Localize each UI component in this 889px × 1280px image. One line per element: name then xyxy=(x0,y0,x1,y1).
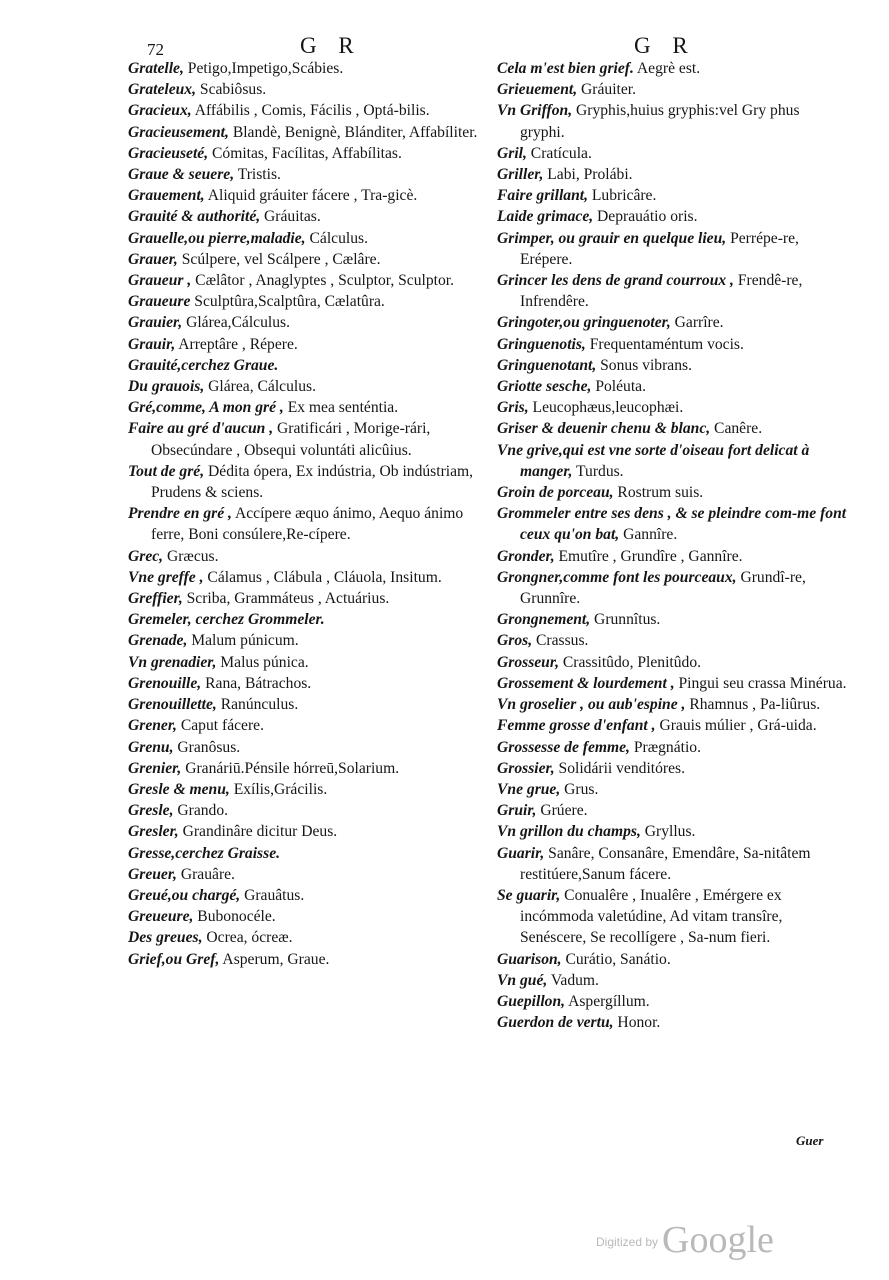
entry-headword: Griser & deuenir chenu & blanc, xyxy=(497,420,711,438)
entry-translation: Pingui seu crassa Minérua. xyxy=(674,674,847,692)
entry-headword: Groin de porceau, xyxy=(497,484,614,502)
dictionary-entry xyxy=(128,800,488,821)
entry-headword: Grauité,cerchez Graue. xyxy=(128,356,279,374)
dictionary-entry xyxy=(497,270,847,312)
entry-headword: Gril, xyxy=(497,144,527,162)
entry-headword: Femme grosse d'enfant , xyxy=(497,717,656,735)
running-head-left: G R xyxy=(300,33,362,58)
entry-headword: Laide grimace, xyxy=(497,208,594,226)
entry-headword: Se guarir, xyxy=(497,886,561,904)
entry-headword: Prendre en gré , xyxy=(128,505,232,523)
entry-translation: Curátio, Sanátio. xyxy=(561,950,671,968)
digitized-by-text: Digitized by xyxy=(596,1235,659,1249)
dictionary-entry xyxy=(128,461,488,503)
dictionary-entry xyxy=(497,58,847,79)
entry-headword: Vne greffe , xyxy=(128,568,204,586)
entry-translation: Lubricâre. xyxy=(587,187,657,205)
dictionary-entry xyxy=(497,737,847,758)
entry-headword: Gresle & menu, xyxy=(128,780,230,798)
entry-headword: Gré,comme, A mon gré , xyxy=(128,399,284,417)
entry-translation: Solidárii venditóres. xyxy=(554,759,685,777)
entry-headword: Grongner,comme font les pourceaux, xyxy=(497,568,737,586)
dictionary-entry xyxy=(497,821,847,842)
entry-headword: Grenier, xyxy=(128,759,182,777)
dictionary-entry xyxy=(128,376,488,397)
entry-translation: Sonus vibrans. xyxy=(596,356,692,374)
dictionary-entry xyxy=(497,206,847,227)
entry-translation: Garrîre. xyxy=(670,314,724,332)
entry-translation: Arreptâre , Répere. xyxy=(175,335,298,353)
entry-translation: Poléuta. xyxy=(591,378,646,396)
entry-headword: Grauier, xyxy=(128,314,183,332)
dictionary-entry xyxy=(128,630,488,651)
entry-headword: Gringuenotant, xyxy=(497,356,597,374)
entry-translation: Bubonocéle. xyxy=(193,908,276,926)
entry-translation: Vadum. xyxy=(547,971,599,989)
dictionary-entry xyxy=(128,673,488,694)
entry-headword: Guarir, xyxy=(497,844,545,862)
entry-translation: Græcus. xyxy=(163,547,219,565)
entry-headword: Grossesse de femme, xyxy=(497,738,630,756)
entry-headword: Gresse,cerchez Graisse. xyxy=(128,844,281,862)
dictionary-entry xyxy=(497,673,847,694)
entry-headword: Guerdon de vertu, xyxy=(497,1014,614,1032)
entry-headword: Grommeler entre ses dens , & se pleindre com-me font ceux qu'on bat, xyxy=(497,505,847,544)
entry-translation: Perrépe-re, Erépere. xyxy=(520,229,799,268)
entry-headword: Grenouille, xyxy=(128,674,202,692)
dictionary-entry xyxy=(497,991,847,1012)
dictionary-entry xyxy=(128,779,488,800)
page-number: 72 xyxy=(147,40,164,59)
entry-headword: Des greues, xyxy=(128,929,203,947)
entry-translation: Gannîre. xyxy=(619,526,678,544)
entry-translation: Crassitûdo, Plenitûdo. xyxy=(558,653,702,671)
dictionary-entry xyxy=(497,652,847,673)
dictionary-entry xyxy=(128,291,488,312)
entry-translation: Rhamnus , Pa-liûrus. xyxy=(685,696,821,714)
entry-translation: Canêre. xyxy=(710,420,763,438)
entry-headword: Vn grenadier, xyxy=(128,653,217,671)
dictionary-entry xyxy=(128,758,488,779)
entry-headword: Gruir, xyxy=(497,802,537,820)
entry-headword: Grincer les dens de grand courroux , xyxy=(497,272,734,290)
entry-headword: Gringuenotis, xyxy=(497,335,586,353)
entry-headword: Grief,ou Gref, xyxy=(128,950,220,968)
entry-headword: Grosseur, xyxy=(497,653,559,671)
dictionary-entry xyxy=(128,843,488,864)
entry-headword: Grauelle,ou pierre,maladie, xyxy=(128,229,306,247)
dictionary-entry xyxy=(497,567,847,609)
dictionary-entry xyxy=(497,228,847,270)
dictionary-entry xyxy=(128,949,488,970)
entry-headword: Grongnement, xyxy=(497,611,591,629)
entry-headword: Gris, xyxy=(497,399,529,417)
entry-translation: Sculptûra,Scalptûra, Cælatûra. xyxy=(190,293,385,311)
entry-translation: Deprauátio oris. xyxy=(593,208,698,226)
dictionary-entry xyxy=(128,58,488,79)
entry-translation: Gráuiter. xyxy=(577,81,637,99)
entry-translation: Turdus. xyxy=(572,462,624,480)
entry-headword: Grossier, xyxy=(497,759,555,777)
entry-translation: Tristis. xyxy=(234,166,281,184)
entry-headword: Faire grillant, xyxy=(497,187,588,205)
entry-translation: Crassus. xyxy=(532,632,589,650)
entry-headword: Faire au gré d'aucun , xyxy=(128,420,274,438)
right-column xyxy=(497,58,847,1033)
entry-translation: Blandè, Benignè, Blánditer, Affabíliter. xyxy=(228,123,478,141)
entry-translation: Aliquid gráuiter fácere , Tra-gicè. xyxy=(204,187,418,205)
entry-translation: Glárea,Cálculus. xyxy=(182,314,290,332)
entry-translation: Asperum, Graue. xyxy=(219,950,330,968)
entry-headword: Grec, xyxy=(128,547,164,565)
entry-headword: Vn grillon du champs, xyxy=(497,823,641,841)
dictionary-entry xyxy=(128,164,488,185)
entry-translation: Gryphis,huius gryphis:vel Gry phus gryphi. xyxy=(520,102,800,141)
dictionary-entry xyxy=(497,630,847,651)
dictionary-entry xyxy=(497,418,847,439)
entry-headword: Grenu, xyxy=(128,738,174,756)
dictionary-entry xyxy=(497,164,847,185)
entry-translation: Ranúnculus. xyxy=(216,696,299,714)
entry-headword: Gringoter,ou gringuenoter, xyxy=(497,314,671,332)
entry-translation: Scabiôsus. xyxy=(196,81,267,99)
entry-translation: Gratificári , Morige-rári, Obsecúndare , Obsequi voluntáti alicûius. xyxy=(151,420,431,459)
dictionary-entry xyxy=(128,79,488,100)
entry-headword: Greffier, xyxy=(128,590,183,608)
dictionary-entry xyxy=(497,715,847,736)
dictionary-entry xyxy=(128,906,488,927)
entry-translation: Cálamus , Clábula , Cláuola, Insitum. xyxy=(203,568,442,586)
dictionary-entry xyxy=(128,143,488,164)
dictionary-entry xyxy=(497,355,847,376)
entry-translation: Cómitas, Facílitas, Affabílitas. xyxy=(208,144,402,162)
dictionary-entry xyxy=(128,122,488,143)
dictionary-entry xyxy=(497,334,847,355)
dictionary-entry xyxy=(128,546,488,567)
entry-headword: Griotte sesche, xyxy=(497,378,592,396)
dictionary-entry xyxy=(497,79,847,100)
entry-translation: Accípere æquo ánimo, Aequo ánimo ferre, Boni consúlere,Re-cípere. xyxy=(151,505,464,544)
entry-headword: Greueure, xyxy=(128,908,194,926)
entry-translation: Scriba, Grammáteus , Actuárius. xyxy=(182,590,390,608)
entry-translation: Granôsus. xyxy=(173,738,241,756)
entry-translation: Aspergíllum. xyxy=(565,992,650,1010)
dictionary-entry xyxy=(497,503,847,545)
dictionary-entry xyxy=(497,376,847,397)
dictionary-entry xyxy=(128,715,488,736)
google-logo: Google xyxy=(662,1219,774,1261)
left-column xyxy=(128,58,488,970)
dictionary-entry xyxy=(497,397,847,418)
dictionary-entry xyxy=(128,312,488,333)
dictionary-entry xyxy=(128,927,488,948)
dictionary-entry xyxy=(128,355,488,376)
entry-headword: Grauir, xyxy=(128,335,176,353)
dictionary-entry xyxy=(128,418,488,460)
entry-headword: Grenade, xyxy=(128,632,188,650)
entry-headword: Grauité & authorité, xyxy=(128,208,261,226)
entry-headword: Grauer, xyxy=(128,250,178,268)
entry-translation: Caput fácere. xyxy=(176,717,264,735)
dictionary-entry xyxy=(128,100,488,121)
entry-headword: Gratelle, xyxy=(128,60,184,77)
entry-headword: Greué,ou chargé, xyxy=(128,886,241,904)
entry-headword: Grenouillette, xyxy=(128,696,217,714)
entry-translation: Grus. xyxy=(560,780,599,798)
dictionary-entry xyxy=(497,843,847,885)
entry-translation: Rostrum suis. xyxy=(613,484,704,502)
dictionary-entry xyxy=(497,185,847,206)
entry-headword: Tout de gré, xyxy=(128,462,205,480)
dictionary-entry xyxy=(497,1012,847,1033)
entry-headword: Gros, xyxy=(497,632,533,650)
dictionary-entry xyxy=(128,821,488,842)
entry-translation: Grundî-re, Grunnîre. xyxy=(520,568,806,608)
entry-headword: Cela m'est bien grief. xyxy=(497,60,634,77)
dictionary-entry xyxy=(497,440,847,482)
entry-headword: Gracieusement, xyxy=(128,123,229,141)
entry-headword: Vne grue, xyxy=(497,780,561,798)
entry-translation: Grauâre. xyxy=(176,865,235,883)
dictionary-entry xyxy=(128,652,488,673)
entry-headword: Graueur , xyxy=(128,272,192,290)
entry-headword: Grossement & lourdement , xyxy=(497,674,675,692)
entry-headword: Grateleux, xyxy=(128,81,197,99)
dictionary-entry xyxy=(128,609,488,630)
entry-translation: Gryllus. xyxy=(640,823,696,841)
entry-translation: Ex mea senténtia. xyxy=(283,399,399,417)
entry-translation: Grauis múlier , Grá-uida. xyxy=(655,717,817,735)
entry-translation: Prægnátio. xyxy=(629,738,701,756)
entry-translation: Frequentaméntum vocis. xyxy=(585,335,744,353)
dictionary-entry xyxy=(128,334,488,355)
dictionary-entry xyxy=(128,885,488,906)
dictionary-entry xyxy=(128,397,488,418)
dictionary-entry xyxy=(497,758,847,779)
dictionary-entry xyxy=(497,779,847,800)
entry-headword: Guepillon, xyxy=(497,992,566,1010)
entry-translation: Labi, Prolábi. xyxy=(543,166,633,184)
dictionary-entry xyxy=(497,885,847,949)
dictionary-entry xyxy=(128,228,488,249)
entry-translation: Grandinâre dicitur Deus. xyxy=(178,823,338,841)
dictionary-entry xyxy=(128,864,488,885)
entry-translation: Exílis,Grácilis. xyxy=(229,780,328,798)
dictionary-entry xyxy=(128,206,488,227)
entry-headword: Gracieux, xyxy=(128,102,192,120)
entry-translation: Emutîre , Grundîre , Gannîre. xyxy=(554,547,743,565)
entry-headword: Grimper, ou grauir en quelque lieu, xyxy=(497,229,727,247)
entry-headword: Grauement, xyxy=(128,187,205,205)
entry-headword: Greuer, xyxy=(128,865,177,883)
entry-headword: Gresle, xyxy=(128,802,174,820)
entry-translation: Scúlpere, vel Scálpere , Cælâre. xyxy=(177,250,381,268)
entry-translation: Grúere. xyxy=(536,802,588,820)
entry-translation: Frendê-re, Infrendêre. xyxy=(520,272,803,311)
entry-translation: Ocrea, ócreæ. xyxy=(202,929,293,947)
entry-translation: Malus púnica. xyxy=(216,653,309,671)
catchword: Guer xyxy=(796,1133,824,1148)
entry-translation: Granáriū.Pénsile hórreū,Solarium. xyxy=(181,759,400,777)
entry-headword: Graueure xyxy=(128,293,191,311)
dictionary-entry xyxy=(497,100,847,142)
entry-translation: Gráuitas. xyxy=(260,208,321,226)
digitized-by-google-watermark xyxy=(596,1218,774,1262)
dictionary-entry xyxy=(128,270,488,291)
entry-headword: Guarison, xyxy=(497,950,562,968)
entry-translation: Cratícula. xyxy=(526,144,592,162)
dictionary-entry xyxy=(128,694,488,715)
entry-headword: Du grauois, xyxy=(128,378,205,396)
entry-headword: Grieuement, xyxy=(497,81,578,99)
entry-headword: Vn Griffon, xyxy=(497,102,573,120)
dictionary-entry xyxy=(128,567,488,588)
dictionary-entry xyxy=(497,546,847,567)
dictionary-entry xyxy=(128,503,488,545)
dictionary-entry xyxy=(497,609,847,630)
entry-headword: Vn groselier , ou aub'espine , xyxy=(497,696,686,714)
entry-translation: Rana, Bátrachos. xyxy=(201,674,312,692)
dictionary-entry xyxy=(497,143,847,164)
entry-translation: Leucophæus,leucophæi. xyxy=(528,399,684,417)
entry-translation: Affábilis , Comis, Fácilis , Optá-bilis. xyxy=(191,102,430,120)
entry-translation: Grauâtus. xyxy=(240,886,305,904)
dictionary-entry xyxy=(497,949,847,970)
entry-headword: Gronder, xyxy=(497,547,555,565)
dictionary-entry xyxy=(497,694,847,715)
entry-headword: Gracieuseté, xyxy=(128,144,209,162)
dictionary-entry xyxy=(497,312,847,333)
entry-translation: Honor. xyxy=(613,1014,661,1032)
entry-translation: Glárea, Cálculus. xyxy=(204,378,316,396)
entry-translation: Dédita ópera, Ex indústria, Ob indústriam, Prudens & sciens. xyxy=(151,462,474,502)
dictionary-entry xyxy=(497,970,847,991)
running-head-right: G R xyxy=(634,33,696,58)
entry-translation: Sanâre, Consanâre, Emendâre, Sa-nitâtem restitúere,Sanum fácere. xyxy=(520,844,811,883)
entry-headword: Vne grive,qui est vne sorte d'oiseau fort delicat à manger, xyxy=(497,441,810,480)
entry-translation: Cælâtor , Anaglyptes , Sculptor, Sculptor. xyxy=(191,272,454,290)
entry-headword: Gresler, xyxy=(128,823,179,841)
dictionary-entry xyxy=(128,588,488,609)
entry-headword: Gremeler, cerchez Grommeler. xyxy=(128,611,325,629)
dictionary-entry xyxy=(128,185,488,206)
entry-translation: Grunnîtus. xyxy=(590,611,661,629)
dictionary-entry xyxy=(128,249,488,270)
dictionary-entry xyxy=(128,737,488,758)
dictionary-entry xyxy=(497,482,847,503)
entry-translation: Cálculus. xyxy=(305,229,368,247)
entry-translation: Malum púnicum. xyxy=(187,632,299,650)
entry-headword: Graue & seuere, xyxy=(128,166,235,184)
entry-headword: Griller, xyxy=(497,166,544,184)
entry-translation: Petigo,Impetigo,Scábies. xyxy=(183,60,344,77)
entry-translation: Grando. xyxy=(173,802,229,820)
entry-translation: Aegrè est. xyxy=(633,60,701,77)
dictionary-entry xyxy=(497,800,847,821)
entry-translation: Conualêre , Inualêre , Emérgere ex incómmoda valetúdine, Ad vitam transîre, Senéscere, Se recollígere , Sa-num fieri. xyxy=(520,886,783,947)
entry-headword: Grener, xyxy=(128,717,177,735)
entry-headword: Vn gué, xyxy=(497,971,548,989)
